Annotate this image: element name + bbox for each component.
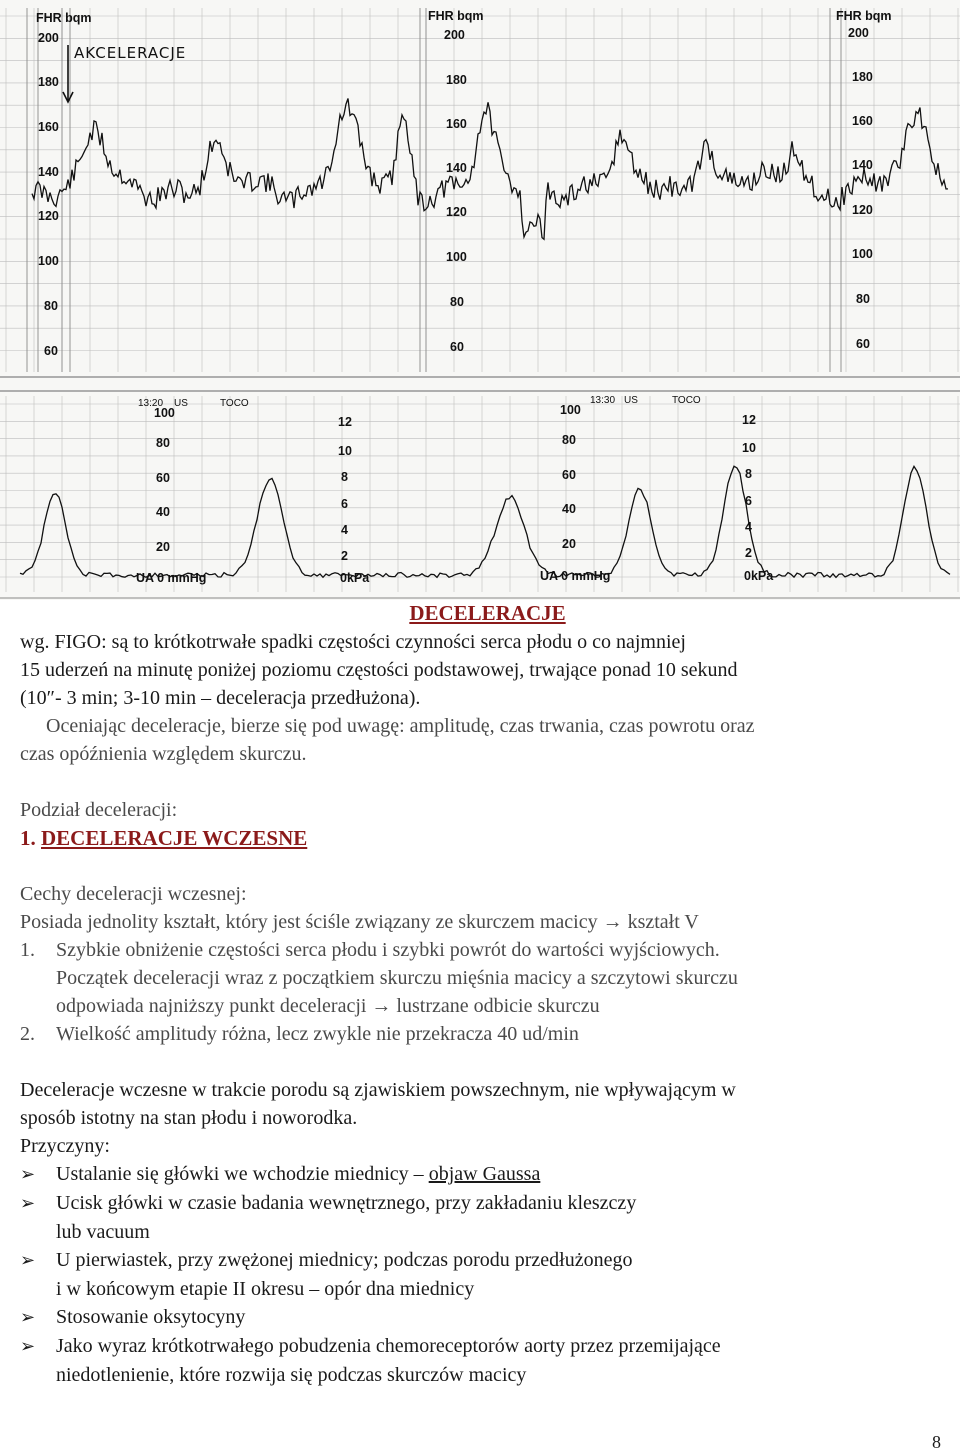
fhr-tick-180-left: 180 <box>38 75 59 89</box>
ua-tick-60-mid: 60 <box>562 468 576 482</box>
ua-tick-20-left: 20 <box>156 540 170 554</box>
cause-1-text: Ustalanie się główki we wchodzie miednicy – <box>56 1163 429 1185</box>
early-decelerations-title: DECELERACJE WCZESNE <box>41 826 308 850</box>
bullet-arrow-icon: ➢ <box>20 1164 36 1185</box>
cause-item-3 <box>20 1246 935 1275</box>
cause-5-text: Jako wyraz krótkotrwałego pobudzenia chemoreceptorów aorty przez przemijające <box>56 1335 721 1357</box>
ctg-strip <box>0 0 960 600</box>
cause-5-line-2: niedotlenienie, które rozwija się podczas skurczów macicy <box>56 1364 527 1386</box>
cause-item-2 <box>20 1189 935 1218</box>
feature-2-number: 2. <box>20 1023 35 1045</box>
cause-item-1 <box>20 1160 935 1189</box>
ua-tick-80-left: 80 <box>156 436 170 450</box>
fhr-tick-180-mid: 180 <box>446 73 467 87</box>
commonness-line-2: sposób istotny na stan płodu i noworodka. <box>20 1107 358 1129</box>
features-title: Cechy deceleracji wczesnej: <box>20 883 247 905</box>
fhr-tick-60-mid: 60 <box>450 340 464 354</box>
toco-label-left: TOCO <box>220 398 249 409</box>
toco-time-mid: 13:30 <box>590 395 616 406</box>
fhr-tick-80-mid: 80 <box>450 295 464 309</box>
fhr-unit-label-left: FHR bqm <box>36 11 92 25</box>
commonness-line-1: Deceleracje wczesne w trakcie porodu są zjawiskiem powszechnym, nie wpływającym w <box>20 1079 736 1101</box>
fhr-tick-200-mid: 200 <box>444 28 465 42</box>
fhr-tick-160-right: 160 <box>852 114 873 128</box>
division-label: Podział deceleracji: <box>20 799 178 821</box>
fhr-unit-label-right: FHR bqm <box>836 9 892 23</box>
cause-4-text: Stosowanie oksytocyny <box>56 1306 246 1328</box>
fhr-tick-140-mid: 140 <box>446 161 467 175</box>
fhr-tick-120-right: 120 <box>852 203 873 217</box>
bullet-arrow-icon: ➢ <box>20 1336 36 1357</box>
kpa-tick-6-left: 6 <box>341 497 348 511</box>
kpa-tick-6-mid: 6 <box>745 494 752 508</box>
ua-unit-left: UA 0 mmHg <box>136 571 207 585</box>
feature-2 <box>20 1020 935 1048</box>
evaluation-line-1: Oceniając deceleracje, bierze się pod uwagę: amplitudę, czas trwania, czas powrotu oraz <box>46 715 755 737</box>
kpa-tick-2-left: 2 <box>341 549 348 563</box>
ua-unit-mid: UA 0 mmHg <box>540 569 611 583</box>
evaluation-line-2: czas opóźnienia względem skurczu. <box>20 743 307 765</box>
ua-tick-100-left: 100 <box>154 406 175 420</box>
page-number: 8 <box>932 1432 941 1452</box>
causes-title: Przyczyny: <box>20 1135 110 1157</box>
fhr-tick-120-left: 120 <box>38 209 59 223</box>
kpa-tick-8-mid: 8 <box>745 467 752 481</box>
feature-1 <box>20 936 935 964</box>
bullet-arrow-icon: ➢ <box>20 1307 36 1328</box>
toco-label-mid: TOCO <box>672 395 701 406</box>
fhr-tick-140-left: 140 <box>38 165 59 179</box>
toco-us-left: US <box>174 398 188 409</box>
kpa-tick-12-mid: 12 <box>742 413 756 427</box>
fhr-tick-140-right: 140 <box>852 158 873 172</box>
fhr-tick-120-mid: 120 <box>446 205 467 219</box>
ua-tick-100-mid: 100 <box>560 403 581 417</box>
early-decelerations-heading <box>20 824 935 852</box>
kpa-tick-4-mid: 4 <box>745 520 752 534</box>
feature-1-line-2: Początek deceleracji wraz z początkiem skurczu mięśnia macicy a szczytowi skurczu <box>56 967 738 989</box>
feature-1-text: Szybkie obniżenie częstości serca płodu i szybki powrót do wartości wyjściowych. <box>56 939 720 961</box>
fhr-tick-80-left: 80 <box>44 299 58 313</box>
definition-line-3: (10″- 3 min; 3-10 min – deceleracja przedłużona). <box>20 687 421 709</box>
kpa-tick-4-left: 4 <box>341 523 348 537</box>
cause-item-5 <box>20 1332 935 1361</box>
feature-2-text: Wielkość amplitudy różna, lecz zwykle nie przekracza 40 ud/min <box>56 1023 579 1045</box>
fhr-tick-60-right: 60 <box>856 337 870 351</box>
ua-tick-60-left: 60 <box>156 471 170 485</box>
fhr-tick-100-mid: 100 <box>446 250 467 264</box>
fhr-tick-160-mid: 160 <box>446 117 467 131</box>
fhr-tick-60-left: 60 <box>44 344 58 358</box>
ua-tick-80-mid: 80 <box>562 433 576 447</box>
bullet-arrow-icon: ➢ <box>20 1250 36 1271</box>
feature-1-number: 1. <box>20 939 35 961</box>
definition-line-2: 15 uderzeń na minutę poniżej poziomu częstości podstawowej, trwające ponad 10 sekund <box>20 659 738 681</box>
annotation-akceleracje: AKCELERACJE <box>74 44 187 62</box>
cause-item-4 <box>20 1303 935 1332</box>
definition-line-1: wg. FIGO: są to krótkotrwałe spadki częstości czynności serca płodu o co najmniej <box>20 631 686 653</box>
ua-tick-40-left: 40 <box>156 505 170 519</box>
fhr-unit-label-mid: FHR bqm <box>428 9 484 23</box>
cause-2-line-2: lub vacuum <box>56 1221 150 1243</box>
heading-deceleracje: DECELERACJE <box>409 601 566 625</box>
fhr-tick-80-right: 80 <box>856 292 870 306</box>
fhr-tick-180-right: 180 <box>852 70 873 84</box>
cause-1-link-text: objaw Gaussa <box>428 1163 541 1185</box>
kpa-unit-left: 0kPa <box>340 571 370 585</box>
fhr-tick-160-left: 160 <box>38 120 59 134</box>
early-decelerations-number: 1. <box>20 826 36 850</box>
ctg-recording-image <box>0 0 960 600</box>
cause-3-line-2: i w końcowym etapie II okresu – opór dna miednicy <box>56 1278 475 1300</box>
cause-2-text: Ucisk główki w czasie badania wewnętrznego, przy zakładaniu kleszczy <box>56 1192 637 1214</box>
kpa-tick-2-mid: 2 <box>745 546 752 560</box>
fhr-tick-100-left: 100 <box>38 254 59 268</box>
kpa-tick-10-left: 10 <box>338 444 352 458</box>
shape-description: Posiada jednolity kształt, który jest ściśle związany ze skurczem macicy → kształt V <box>20 911 699 933</box>
fhr-tick-200-left: 200 <box>38 31 59 45</box>
kpa-tick-10-mid: 10 <box>742 441 756 455</box>
ua-tick-20-mid: 20 <box>562 537 576 551</box>
fhr-tick-200-right: 200 <box>848 26 869 40</box>
document-text <box>20 598 935 1389</box>
kpa-unit-mid: 0kPa <box>744 569 774 583</box>
toco-time-left: 13:20 <box>138 398 164 409</box>
kpa-tick-8-left: 8 <box>341 470 348 484</box>
fhr-tick-100-right: 100 <box>852 247 873 261</box>
cause-3-text: U pierwiastek, przy zwężonej miednicy; podczas porodu przedłużonego <box>56 1249 633 1271</box>
ua-tick-40-mid: 40 <box>562 502 576 516</box>
feature-1-line-3: odpowiada najniższy punkt deceleracji → lustrzane odbicie skurczu <box>56 995 600 1017</box>
bullet-arrow-icon: ➢ <box>20 1193 36 1214</box>
kpa-tick-12-left: 12 <box>338 415 352 429</box>
toco-us-mid: US <box>624 395 638 406</box>
